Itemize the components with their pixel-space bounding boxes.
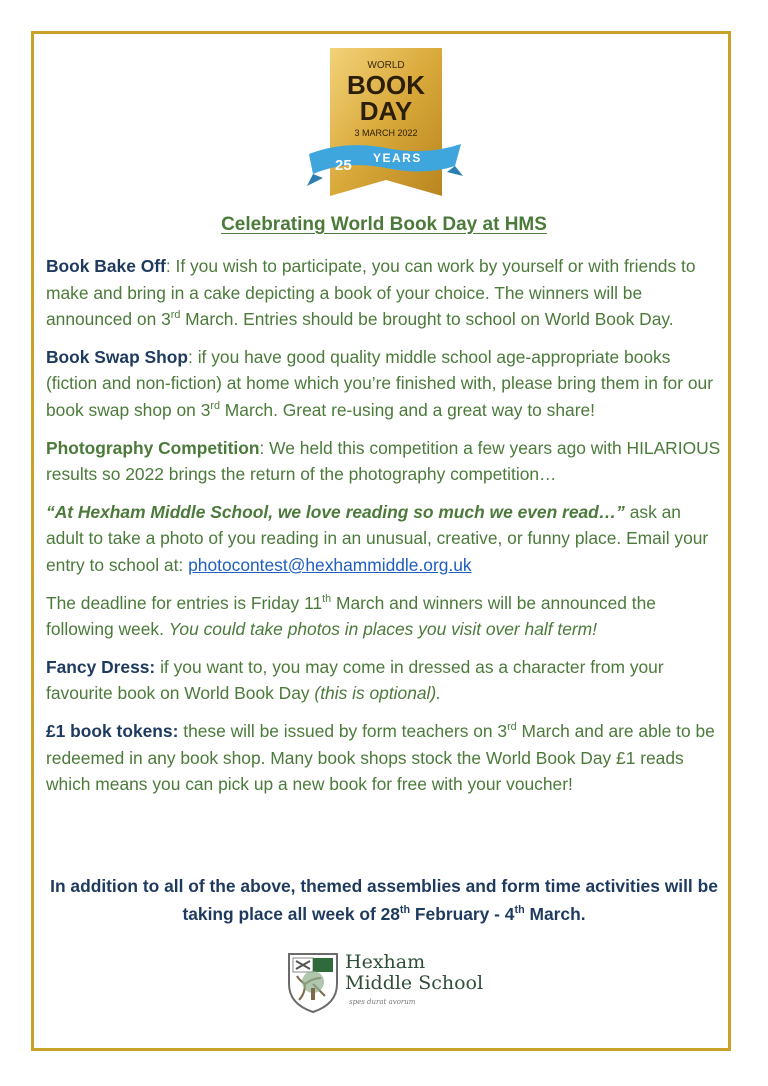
world-book-day-logo [305, 44, 465, 204]
school-motto: spes durat avorum [349, 998, 416, 1006]
photography-heading: Photography Competition [46, 437, 260, 458]
deadline-text-a: The deadline for entries is Friday 11 [46, 592, 323, 613]
section-book-tokens [46, 718, 722, 798]
book-tokens-heading: £1 book tokens: [46, 720, 179, 741]
section-photography [46, 435, 722, 488]
document-body [46, 253, 722, 809]
fancy-dress-text: if you want to, you may come in dressed as a character from your favourite book on World Book Day [46, 656, 664, 704]
closing-text-b: February - 4 [410, 904, 515, 924]
swap-shop-text-b: March. Great re-using and a great way to share! [219, 399, 595, 420]
swap-shop-heading: Book Swap Shop [46, 346, 189, 367]
page-title: Celebrating World Book Day at HMS [221, 214, 547, 235]
section-swap-shop [46, 344, 722, 424]
book-tokens-sup: rd [507, 721, 517, 734]
logo-ribbon-word: YEARS [373, 151, 422, 165]
fancy-dress-heading: Fancy Dress: [46, 656, 156, 677]
photography-text: : We held this competition a few years ago with HILARIOUS results so 2022 brings the return of the photography competition… [46, 437, 721, 485]
closing-sup-1: th [399, 904, 411, 917]
closing-statement [46, 872, 722, 928]
fancy-dress-italic: (this is optional). [314, 683, 442, 704]
quote-instructions: ask an adult to take a photo of you reading in an unusual, creative, or funny place. Email your entry to school at: [46, 501, 709, 575]
logo-line-world: WORLD [367, 60, 405, 71]
email-link[interactable]: photocontest@hexhammiddle.org.uk [188, 554, 472, 575]
logo-date: 3 MARCH 2022 [354, 128, 418, 138]
school-name [345, 952, 483, 994]
closing-sup-2: th [514, 904, 525, 917]
quote-text: “At Hexham Middle School, we love reading so much we even read…” [46, 501, 625, 522]
bake-off-text-a: : If you wish to participate, you can work by yourself or with friends to make and bring in a cake depicting a book of your choice. The winners will be announced on 3 [46, 256, 696, 330]
logo-line-book: BOOK [347, 70, 425, 100]
logo-line-day: DAY [359, 96, 413, 126]
school-name-line-1: Hexham [345, 951, 426, 973]
school-crest-icon [285, 950, 341, 1016]
closing-text-c: March. [524, 904, 586, 924]
section-fancy-dress [46, 654, 722, 707]
book-tokens-text-a: these will be issued by form teachers on 3 [178, 720, 508, 741]
bake-off-sup: rd [170, 309, 181, 322]
deadline-text-b: March and winners will be announced the following week. [46, 592, 656, 640]
section-deadline [46, 590, 722, 643]
swap-shop-text-a: : if you have good quality middle school age-appropriate books (fiction and non-fiction) at home which you’re finished with, please bring them in for our book swap shop on 3 [46, 346, 713, 420]
closing-text-a: In addition to all of the above, themed assemblies and form time activities will be taking place all week of 28 [50, 876, 718, 924]
bake-off-heading: Book Bake Off [46, 256, 166, 276]
section-quote [46, 499, 722, 579]
deadline-italic: You could take photos in places you visit over half term! [168, 619, 598, 640]
swap-shop-sup: rd [210, 400, 220, 413]
deadline-sup: th [322, 592, 332, 605]
school-logo [285, 950, 525, 1020]
bake-off-text-b: March. Entries should be brought to school on World Book Day. [180, 309, 674, 330]
section-bake-off [46, 253, 722, 333]
book-tokens-text-b: March and are able to be redeemed in any book shop. Many book shops stock the World Book Day £1 reads which means you can pick up a new book for free with your voucher! [46, 720, 715, 795]
school-name-line-2: Middle School [345, 972, 484, 994]
logo-ribbon-number: 25 [335, 157, 352, 174]
